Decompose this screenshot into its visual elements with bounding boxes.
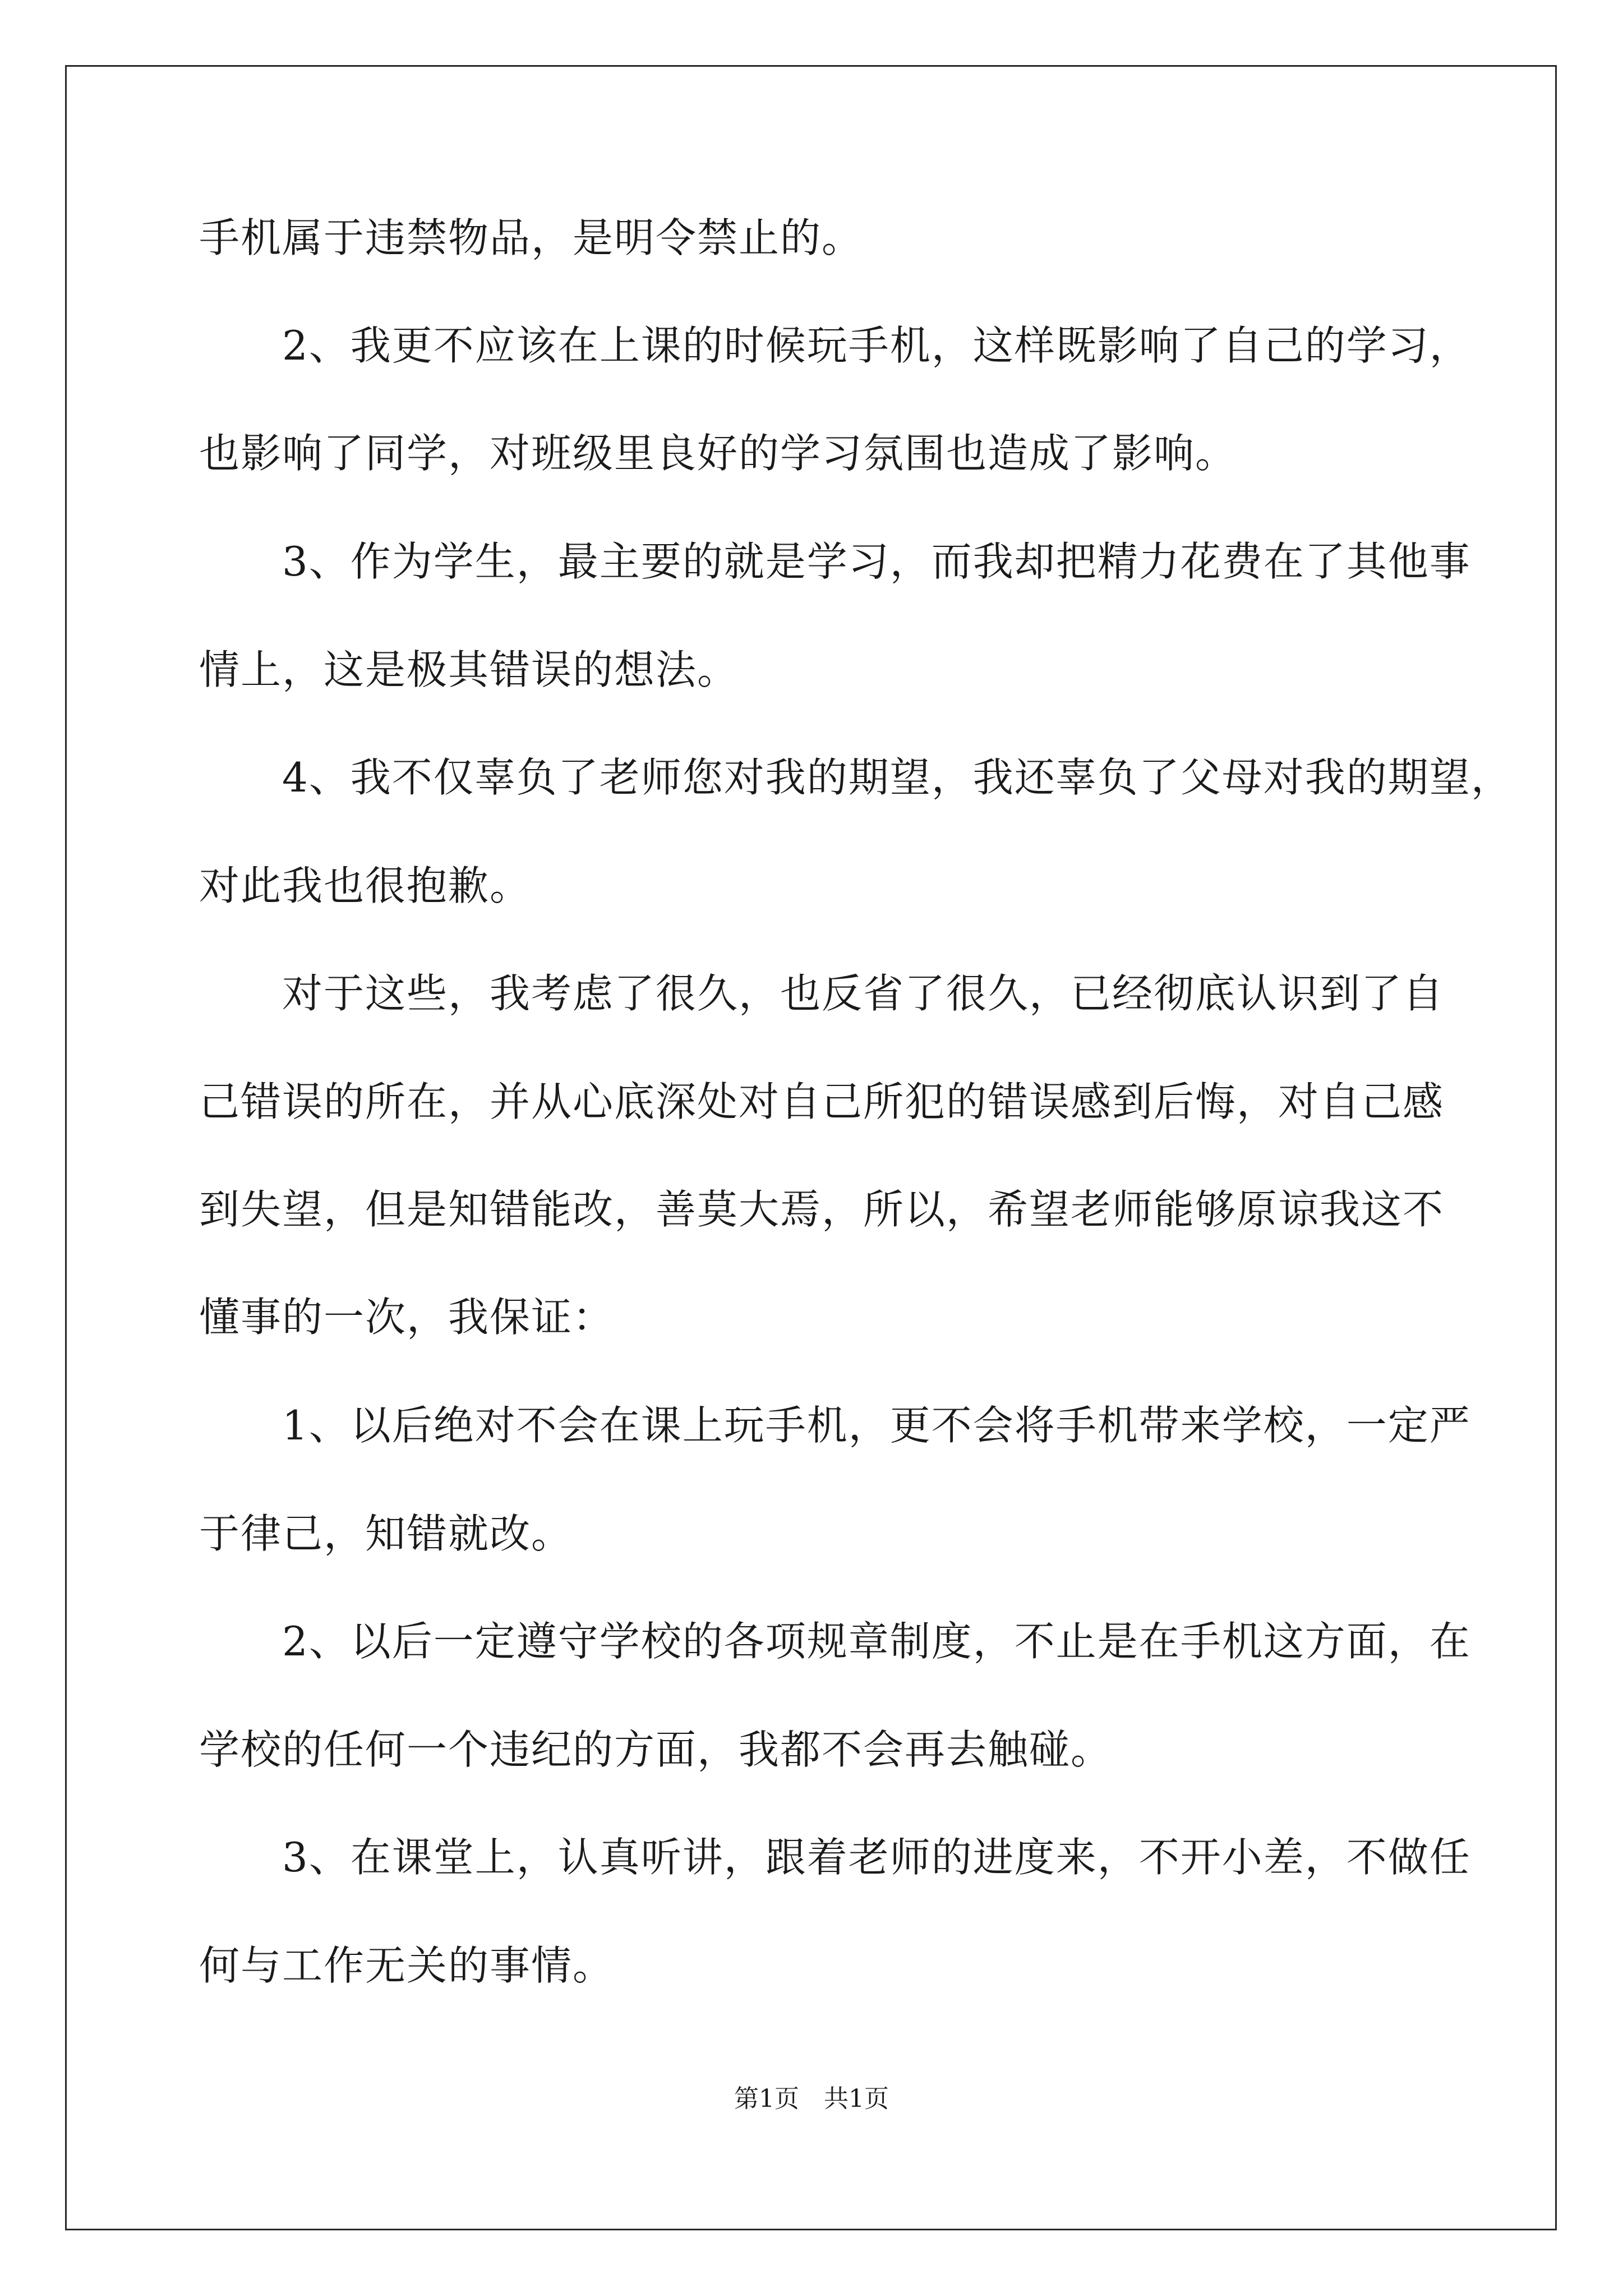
text-line: 手机属于违禁物品，是明令禁止的。 (199, 214, 864, 261)
text-line: 对于这些，我考虑了很久，也反省了很久，已经彻底认识到了自 (199, 970, 1445, 1017)
text-line: 懂事的一次，我保证： (199, 1294, 615, 1341)
text-line: 也影响了同学，对班级里良好的学习氛围也造成了影响。 (199, 430, 1237, 477)
text-line: 己错误的所在，并从心底深处对自己所犯的错误感到后悔，对自己感 (199, 1078, 1445, 1125)
text-line: 3、作为学生，最主要的就是学习，而我却把精力花费在了其他事 (199, 538, 1471, 585)
text-line: 学校的任何一个违纪的方面，我都不会再去触碰。 (199, 1726, 1113, 1773)
text-line: 对此我也很抱歉。 (199, 862, 532, 909)
text-line: 2、以后一定遵守学校的各项规章制度，不止是在手机这方面，在 (199, 1618, 1471, 1665)
text-line: 何与工作无关的事情。 (199, 1942, 615, 1989)
text-line: 3、在课堂上，认真听讲，跟着老师的进度来，不开小差，不做任 (199, 1834, 1471, 1881)
text-line: 1、以后绝对不会在课上玩手机，更不会将手机带来学校，一定严 (199, 1402, 1471, 1449)
text-line: 2、我更不应该在上课的时候玩手机，这样既影响了自己的学习， (199, 322, 1471, 369)
text-line: 于律己，知错就改。 (199, 1510, 573, 1557)
text-line: 情上，这是极其错误的想法。 (199, 646, 739, 693)
text-line: 4、我不仅辜负了老师您对我的期望，我还辜负了父母对我的期望， (199, 754, 1513, 801)
page-border (65, 65, 1557, 2230)
text-line: 到失望，但是知错能改，善莫大焉，所以，希望老师能够原谅我这不 (199, 1186, 1445, 1233)
page-number-footer: 第1页 共1页 (734, 2085, 889, 2113)
